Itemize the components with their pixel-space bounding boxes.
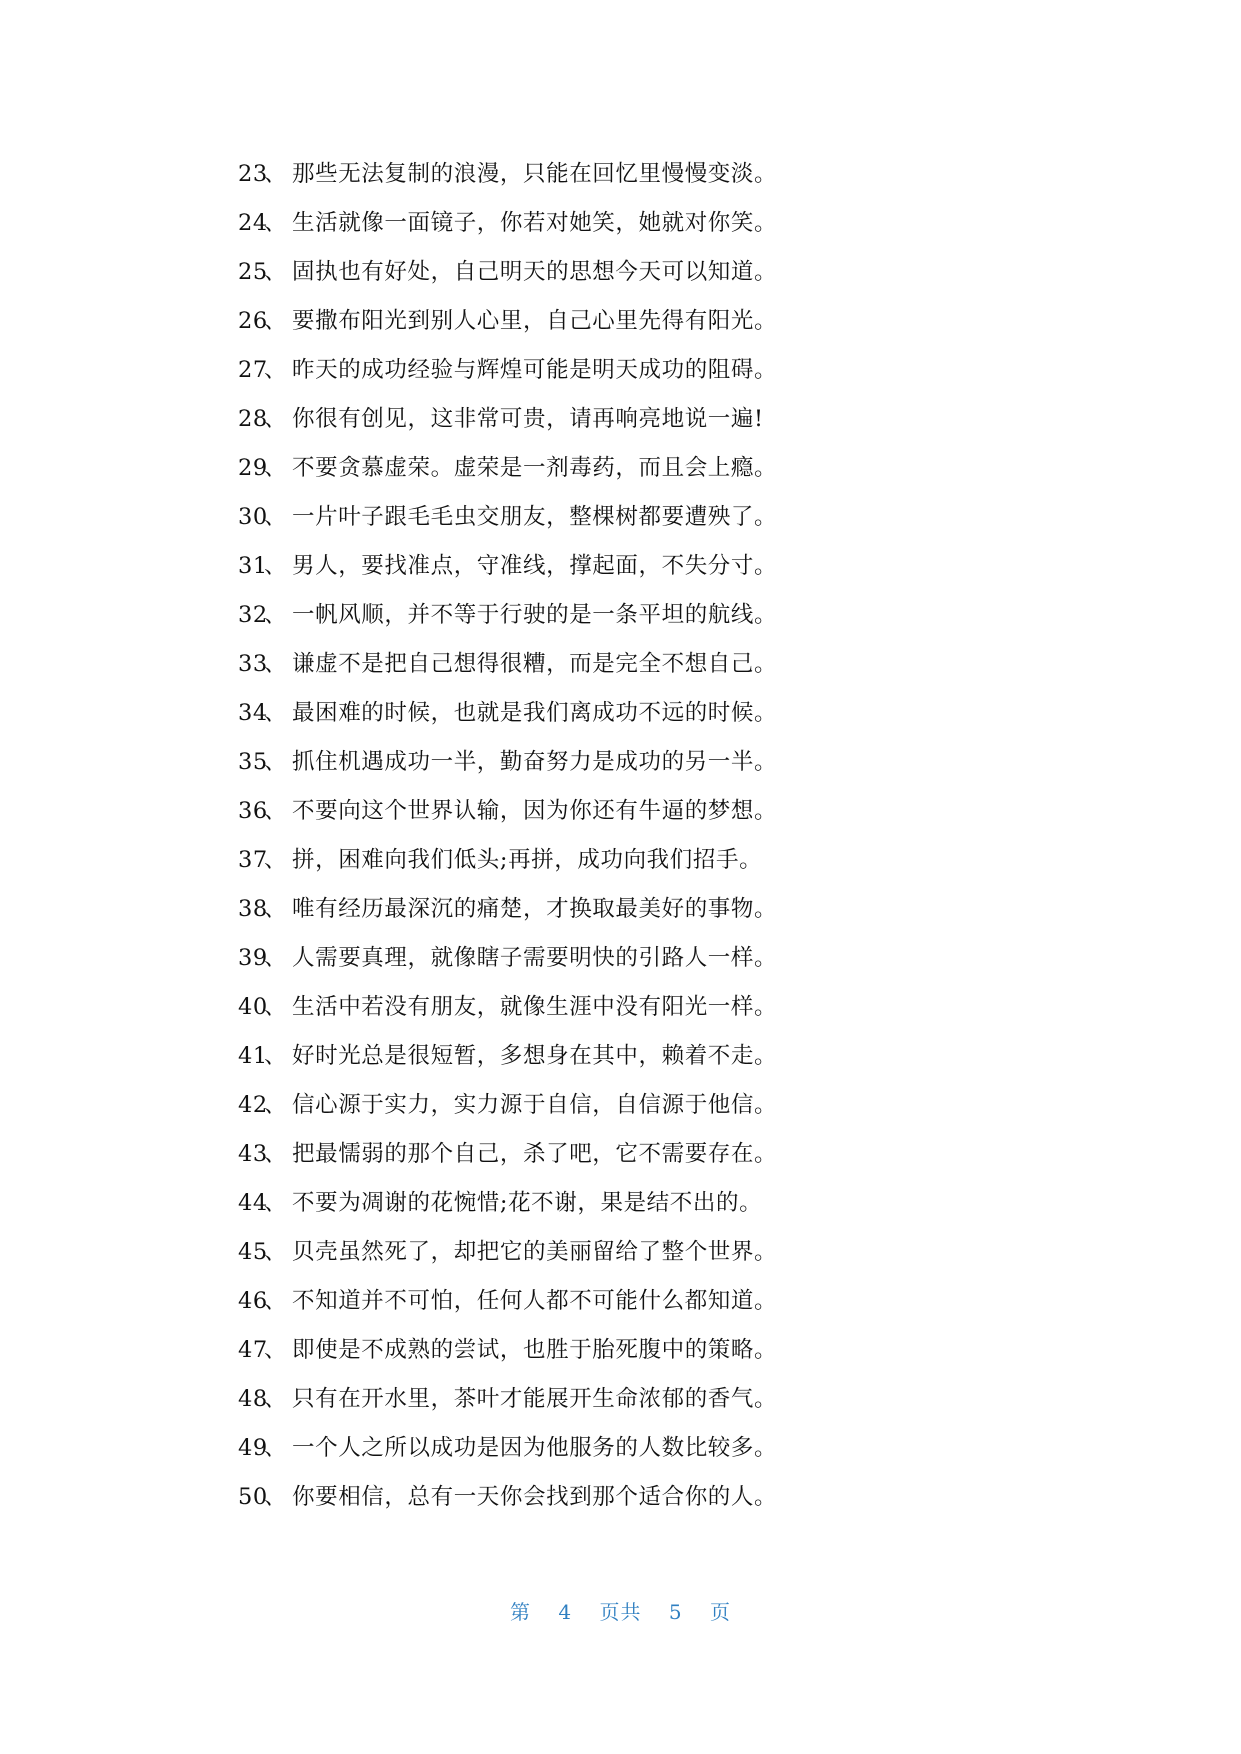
quote-text: 信心源于实力，实力源于自信，自信源于他信。	[292, 1092, 778, 1118]
quote-text: 好时光总是很短暂，多想身在其中，赖着不走。	[292, 1043, 778, 1069]
footer-total-pages: 5	[668, 1600, 683, 1624]
quote-text: 你很有创见，这非常可贵，请再响亮地说一遍!	[292, 406, 764, 432]
quote-number: 31	[238, 553, 268, 579]
quote-number: 38	[238, 896, 268, 922]
quote-number: 42	[238, 1092, 268, 1118]
quote-number: 39	[238, 945, 268, 971]
list-item	[238, 1428, 1018, 1477]
quote-number: 49	[238, 1435, 268, 1461]
quote-separator: 、	[264, 1337, 288, 1363]
list-item	[238, 399, 1018, 448]
quote-number: 34	[238, 700, 268, 726]
list-item	[238, 448, 1018, 497]
quote-text: 拼，困难向我们低头;再拼，成功向我们招手。	[292, 847, 763, 873]
quote-text: 一帆风顺，并不等于行驶的是一条平坦的航线。	[292, 602, 778, 628]
quote-separator: 、	[264, 1288, 288, 1314]
quote-separator: 、	[264, 406, 288, 432]
list-item	[238, 1183, 1018, 1232]
quote-number: 48	[238, 1386, 268, 1412]
quote-text: 男人，要找准点，守准线，撑起面，不失分寸。	[292, 553, 778, 579]
list-item	[238, 1281, 1018, 1330]
quote-text: 不要为凋谢的花惋惜;花不谢，果是结不出的。	[292, 1190, 763, 1216]
quote-list	[238, 154, 1018, 1526]
quote-text: 一个人之所以成功是因为他服务的人数比较多。	[292, 1435, 778, 1461]
list-item	[238, 546, 1018, 595]
quote-separator: 、	[264, 259, 288, 285]
quote-separator: 、	[264, 210, 288, 236]
quote-separator: 、	[264, 1435, 288, 1461]
list-item	[238, 1134, 1018, 1183]
quote-number: 27	[238, 357, 268, 383]
footer-middle: 页共	[599, 1600, 642, 1624]
quote-separator: 、	[264, 1043, 288, 1069]
list-item	[238, 791, 1018, 840]
footer-suffix: 页	[709, 1600, 731, 1624]
quote-text: 生活中若没有朋友，就像生涯中没有阳光一样。	[292, 994, 778, 1020]
quote-number: 40	[238, 994, 268, 1020]
quote-separator: 、	[264, 357, 288, 383]
quote-separator: 、	[264, 798, 288, 824]
quote-text: 即使是不成熟的尝试，也胜于胎死腹中的策略。	[292, 1337, 778, 1363]
quote-number: 45	[238, 1239, 268, 1265]
quote-text: 抓住机遇成功一半，勤奋努力是成功的另一半。	[292, 749, 778, 775]
quote-text: 只有在开水里，茶叶才能展开生命浓郁的香气。	[292, 1386, 778, 1412]
quote-separator: 、	[264, 700, 288, 726]
quote-number: 25	[238, 259, 268, 285]
footer-prefix: 第	[510, 1600, 532, 1624]
quote-text: 把最懦弱的那个自己，杀了吧，它不需要存在。	[292, 1141, 778, 1167]
list-item	[238, 1477, 1018, 1526]
list-item	[238, 1330, 1018, 1379]
quote-separator: 、	[264, 161, 288, 187]
quote-separator: 、	[264, 651, 288, 677]
quote-number: 26	[238, 308, 268, 334]
list-item	[238, 889, 1018, 938]
list-item	[238, 693, 1018, 742]
list-item	[238, 1232, 1018, 1281]
quote-number: 47	[238, 1337, 268, 1363]
list-item	[238, 301, 1018, 350]
quote-text: 最困难的时候，也就是我们离成功不远的时候。	[292, 700, 778, 726]
quote-number: 30	[238, 504, 268, 530]
quote-text: 你要相信，总有一天你会找到那个适合你的人。	[292, 1484, 778, 1510]
list-item	[238, 595, 1018, 644]
quote-separator: 、	[264, 1190, 288, 1216]
quote-number: 41	[238, 1043, 268, 1069]
quote-separator: 、	[264, 945, 288, 971]
quote-text: 不要贪慕虚荣。虚荣是一剂毒药，而且会上瘾。	[292, 455, 778, 481]
list-item	[238, 987, 1018, 1036]
quote-separator: 、	[264, 553, 288, 579]
list-item	[238, 350, 1018, 399]
quote-separator: 、	[264, 749, 288, 775]
quote-text: 贝壳虽然死了，却把它的美丽留给了整个世界。	[292, 1239, 778, 1265]
quote-separator: 、	[264, 455, 288, 481]
list-item	[238, 252, 1018, 301]
quote-number: 37	[238, 847, 268, 873]
quote-text: 谦虚不是把自己想得很糟，而是完全不想自己。	[292, 651, 778, 677]
quote-text: 不要向这个世界认输，因为你还有牛逼的梦想。	[292, 798, 778, 824]
quote-number: 23	[238, 161, 268, 187]
quote-text: 一片叶子跟毛毛虫交朋友，整棵树都要遭殃了。	[292, 504, 778, 530]
quote-number: 29	[238, 455, 268, 481]
quote-number: 28	[238, 406, 268, 432]
quote-number: 35	[238, 749, 268, 775]
quote-number: 50	[238, 1484, 268, 1510]
quote-number: 36	[238, 798, 268, 824]
quote-number: 33	[238, 651, 268, 677]
quote-text: 那些无法复制的浪漫，只能在回忆里慢慢变淡。	[292, 161, 778, 187]
quote-text: 唯有经历最深沉的痛楚，才换取最美好的事物。	[292, 896, 778, 922]
list-item	[238, 497, 1018, 546]
quote-separator: 、	[264, 847, 288, 873]
quote-separator: 、	[264, 602, 288, 628]
footer-page-number: 4	[558, 1600, 573, 1624]
page-footer	[0, 1596, 1241, 1625]
quote-separator: 、	[264, 504, 288, 530]
quote-text: 要撒布阳光到别人心里，自己心里先得有阳光。	[292, 308, 778, 334]
quote-separator: 、	[264, 1484, 288, 1510]
quote-text: 生活就像一面镜子，你若对她笑，她就对你笑。	[292, 210, 778, 236]
list-item	[238, 840, 1018, 889]
list-item	[238, 742, 1018, 791]
quote-separator: 、	[264, 994, 288, 1020]
quote-number: 32	[238, 602, 268, 628]
quote-number: 46	[238, 1288, 268, 1314]
list-item	[238, 1379, 1018, 1428]
list-item	[238, 1036, 1018, 1085]
list-item	[238, 938, 1018, 987]
list-item	[238, 644, 1018, 693]
quote-number: 24	[238, 210, 268, 236]
quote-separator: 、	[264, 1239, 288, 1265]
quote-separator: 、	[264, 308, 288, 334]
list-item	[238, 1085, 1018, 1134]
quote-separator: 、	[264, 1386, 288, 1412]
quote-number: 43	[238, 1141, 268, 1167]
quote-separator: 、	[264, 1141, 288, 1167]
quote-text: 人需要真理，就像瞎子需要明快的引路人一样。	[292, 945, 778, 971]
quote-separator: 、	[264, 1092, 288, 1118]
quote-number: 44	[238, 1190, 268, 1216]
quote-text: 固执也有好处，自己明天的思想今天可以知道。	[292, 259, 778, 285]
list-item	[238, 154, 1018, 203]
quote-separator: 、	[264, 896, 288, 922]
list-item	[238, 203, 1018, 252]
quote-text: 不知道并不可怕，任何人都不可能什么都知道。	[292, 1288, 778, 1314]
quote-text: 昨天的成功经验与辉煌可能是明天成功的阻碍。	[292, 357, 778, 383]
